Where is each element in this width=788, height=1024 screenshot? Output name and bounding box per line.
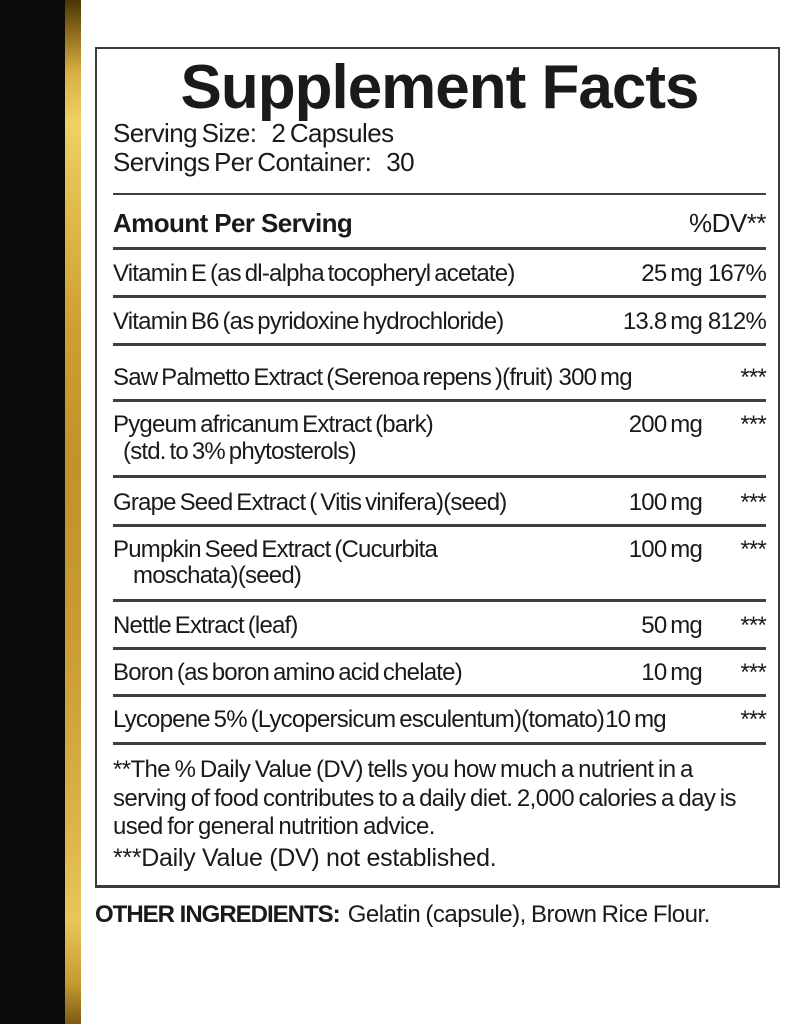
ingredient-amount: 100 mg (628, 535, 702, 563)
supplement-facts-panel (95, 47, 780, 888)
left-black-bar (0, 0, 65, 1024)
ingredient-dv: *** (740, 706, 766, 734)
ingredient-name: Grape Seed Extract ( Vitis vinifera)(seed) (113, 489, 507, 517)
divider (113, 247, 766, 250)
divider (113, 599, 766, 602)
other-ingredients-line (95, 901, 788, 929)
other-ingredients-label: OTHER INGREDIENTS: (95, 901, 340, 928)
serving-size-label: Serving Size: (113, 118, 257, 148)
servings-per-container-line (113, 148, 766, 177)
table-row-saw-palmetto (113, 365, 766, 391)
ingredient-dv: *** (740, 489, 766, 517)
ingredient-amount: 300 mg (558, 363, 632, 391)
serving-size-line (113, 119, 766, 148)
amount-per-serving-header: Amount Per Serving (113, 208, 353, 239)
ingredient-amount: 10 mg (641, 658, 702, 686)
serving-size-value: 2 Capsules (271, 118, 394, 148)
ingredient-amount: 10 mg (605, 706, 666, 734)
divider (113, 295, 766, 298)
ingredient-name: Vitamin E (as dl-alpha tocopheryl acetate) (113, 260, 515, 288)
divider (113, 343, 766, 346)
ingredient-name-line2: moschata)(seed) (133, 561, 302, 589)
ingredient-dv: *** (740, 535, 766, 563)
ingredient-name: Vitamin B6 (as pyridoxine hydrochloride) (113, 307, 504, 335)
panel-title: Supplement Facts (180, 53, 699, 122)
servings-per-container-value: 30 (386, 146, 414, 177)
table-row-pygeum (113, 412, 766, 465)
table-row-lycopene (113, 707, 766, 733)
ingredient-amount: 100 mg (628, 489, 702, 517)
divider (113, 694, 766, 697)
gold-accent-stripe (65, 0, 81, 1024)
divider (113, 524, 766, 527)
divider (113, 399, 766, 402)
ingredient-name: Pumpkin Seed Extract (Cucurbita moschata)(seed) (113, 537, 607, 590)
table-row-pumpkin-seed (113, 537, 766, 590)
ingredient-name: Boron (as boron amino acid chelate) (113, 658, 462, 686)
ingredient-name: Nettle Extract (leaf) (113, 612, 298, 640)
table-row-nettle (113, 613, 766, 639)
ingredient-amount: 200 mg (628, 411, 702, 439)
table-row-grape-seed (113, 490, 766, 516)
table-row-vitamin-b6 (113, 309, 766, 335)
ingredient-name-line2: (std. to 3% phytosterols) (123, 437, 356, 465)
divider (113, 647, 766, 650)
ingredient-dv: *** (740, 612, 766, 640)
ingredient-dv: *** (740, 363, 766, 391)
dv-not-established-footnote: ***Daily Value (DV) not established. (113, 843, 497, 872)
ingredient-name: Saw Palmetto Extract (Serenoa repens )(fruit) (113, 363, 553, 391)
ingredient-name: Pygeum africanum Extract (bark) (std. to 3% phytosterols) (113, 412, 607, 465)
ingredient-name: Lycopene 5% (Lycopersicum esculentum)(tomato) (113, 706, 605, 734)
divider (113, 193, 766, 195)
ingredient-amount: 50 mg (641, 612, 702, 640)
ingredient-dv: *** (740, 658, 766, 686)
divider (113, 475, 766, 478)
ingredient-dv: 167% (707, 260, 766, 288)
dv-header: %DV** (689, 208, 766, 239)
ingredient-dv: 812% (707, 307, 766, 335)
table-row-boron (113, 660, 766, 686)
daily-value-footnote: **The % Daily Value (DV) tells you how much a nutrient in a serving of food contributes to a daily diet. 2,000 calories a day is used for general nutrition advice. (113, 756, 736, 840)
servings-per-container-label: Servings Per Container: (113, 146, 372, 177)
ingredient-amount: 13.8 mg (622, 307, 702, 335)
ingredient-dv: *** (740, 411, 766, 439)
table-row-vitamin-e (113, 261, 766, 287)
column-header-row (113, 208, 766, 239)
ingredient-amount: 25 mg (641, 260, 702, 288)
divider (113, 742, 766, 745)
other-ingredients-value: Gelatin (capsule), Brown Rice Flour. (347, 901, 710, 928)
